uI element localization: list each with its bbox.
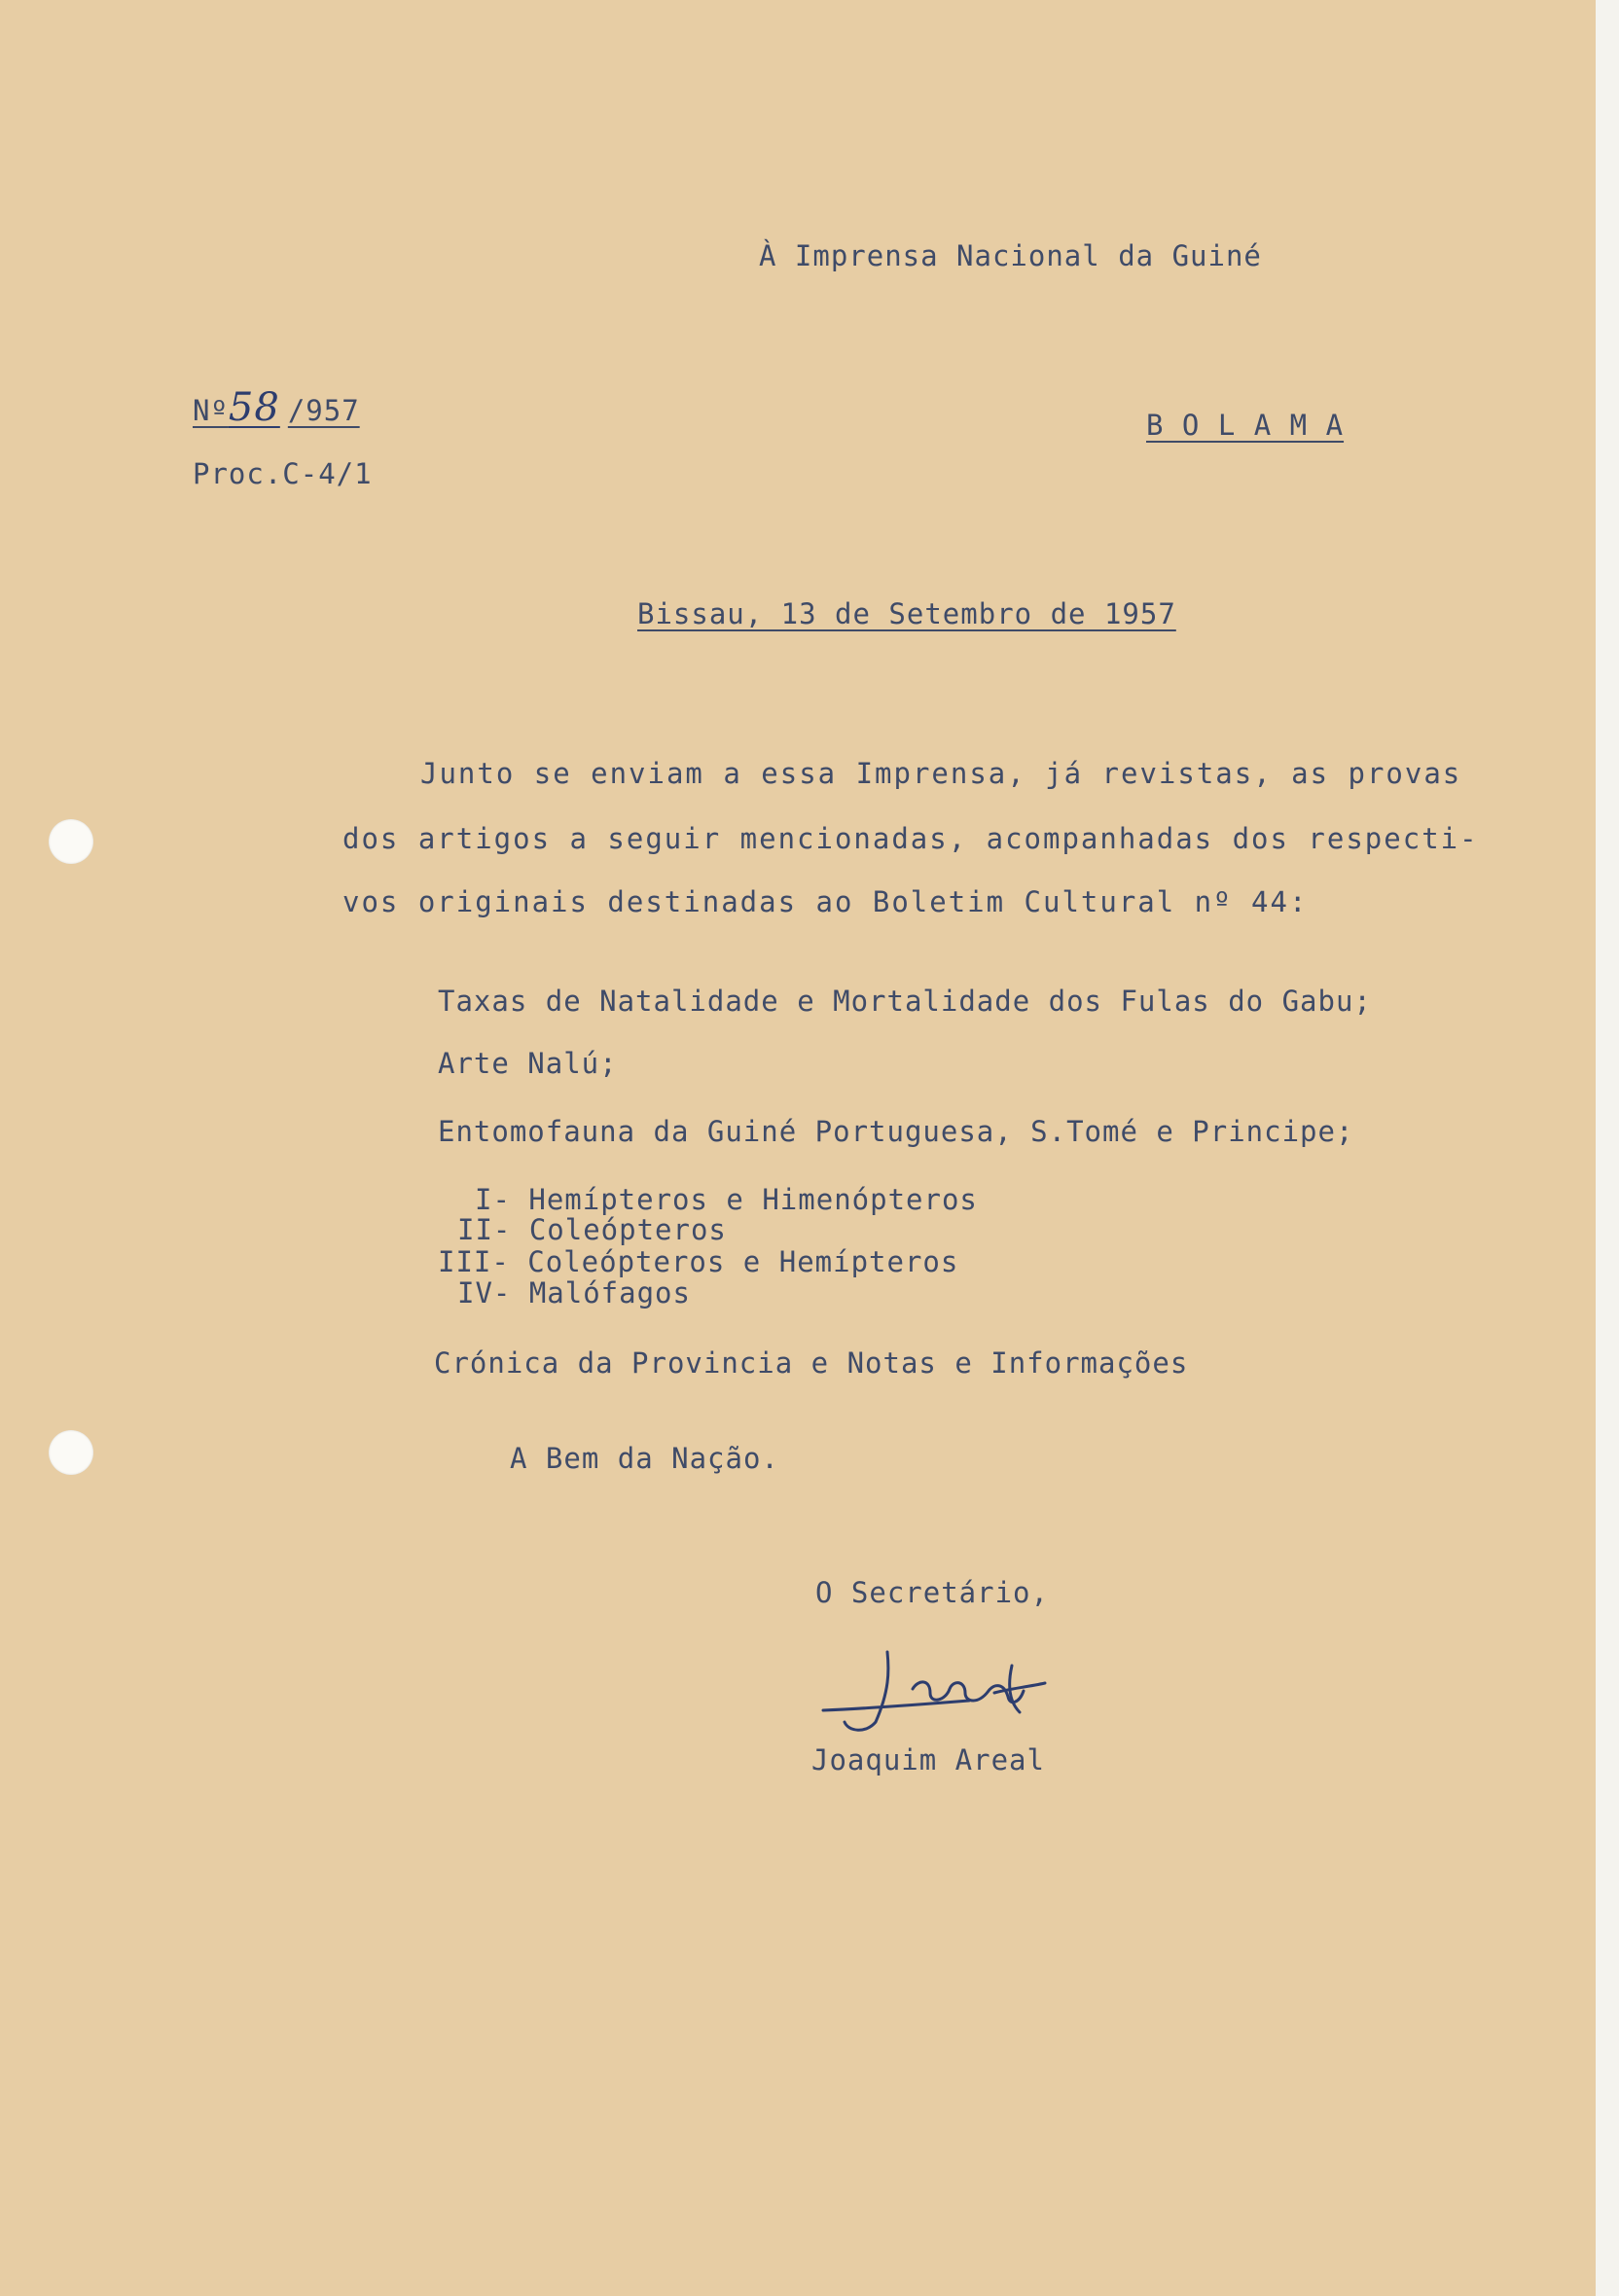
reference-number-prefix: Nº: [193, 394, 229, 427]
punch-hole-top: [49, 819, 93, 864]
closing: A Bem da Nação.: [510, 1442, 779, 1475]
signatory-name: Joaquim Areal: [811, 1743, 1045, 1776]
date-line: Bissau, 13 de Setembro de 1957: [637, 597, 1176, 630]
reference-year: /957: [287, 394, 360, 427]
body-line-3: vos originais destinadas ao Boletim Cultural nº 44:: [342, 885, 1309, 918]
article-item-2: Arte Nalú;: [438, 1047, 618, 1080]
signatory-title: O Secretário,: [815, 1576, 1049, 1609]
article-item-4: Crónica da Provincia e Notas e Informações: [434, 1346, 1189, 1380]
sub-item-2: II- Coleópteros: [457, 1213, 727, 1246]
sub-item-4: IV- Malófagos: [457, 1276, 691, 1309]
addressee: À Imprensa Nacional da Guiné: [759, 239, 1262, 272]
destination: B O L A M A: [1146, 409, 1345, 442]
article-item-1: Taxas de Natalidade e Mortalidade dos Fulas do Gabu;: [438, 985, 1372, 1018]
signature: [804, 1632, 1066, 1749]
sub-item-1: I- Hemípteros e Himenópteros: [475, 1183, 978, 1216]
body-line-1: Junto se enviam a essa Imprensa, já revistas, as provas: [420, 757, 1462, 790]
scan-margin: [1596, 0, 1619, 2296]
punch-hole-bottom: [49, 1430, 93, 1475]
reference-number: [193, 385, 360, 430]
sub-item-3: III- Coleópteros e Hemípteros: [438, 1245, 959, 1278]
reference-number-value: 58: [228, 385, 280, 430]
body-line-2: dos artigos a seguir mencionadas, acompanhadas dos respecti-: [342, 822, 1479, 855]
article-item-3: Entomofauna da Guiné Portuguesa, S.Tomé e Principe;: [438, 1115, 1354, 1148]
process-reference: Proc.C-4/1: [193, 457, 373, 490]
